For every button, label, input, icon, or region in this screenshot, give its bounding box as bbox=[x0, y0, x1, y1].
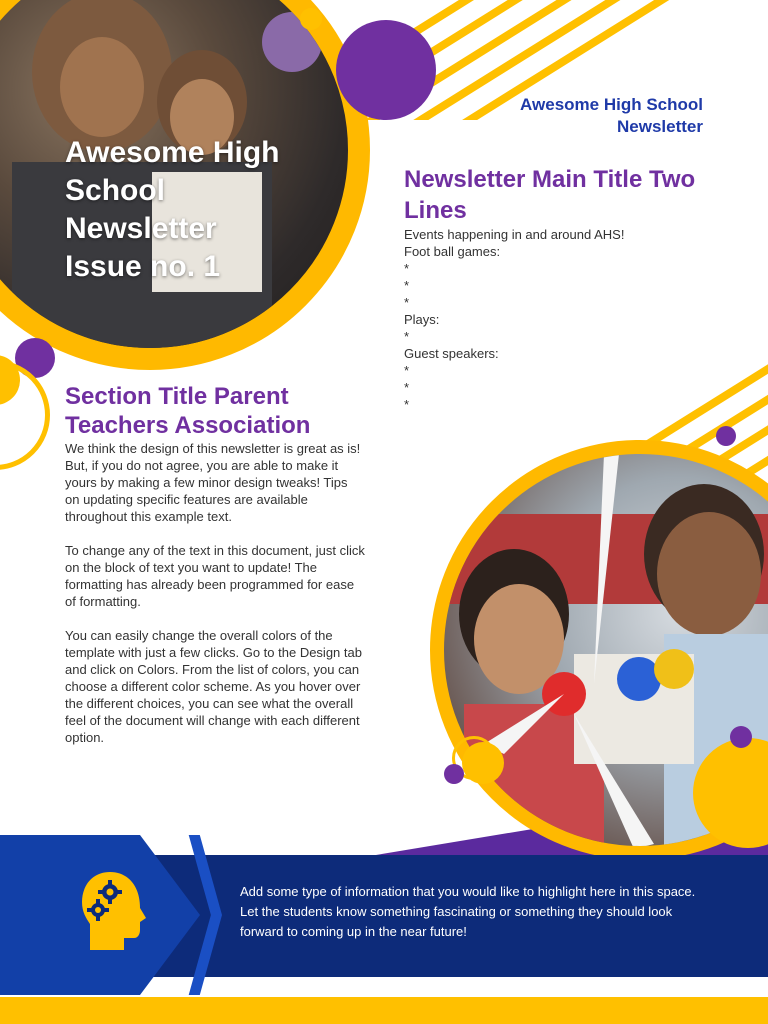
purple-dot-bottom-left bbox=[444, 764, 464, 784]
event-line: Events happening in and around AHS! bbox=[404, 227, 625, 242]
purple-dot-right-top bbox=[716, 426, 736, 446]
purple-dot-right-bottom bbox=[730, 726, 752, 748]
bottom-accent-bar bbox=[0, 997, 768, 1024]
section-paragraph: You can easily change the overall colors of the template with just a few clicks. Go to the Design tab and click on Colors. From the list of colors, you can choose a different color scheme. As you hover over the different choices, you can see what the overall feel of the document will change with each different option. bbox=[65, 628, 362, 745]
event-line: Plays: bbox=[404, 312, 440, 327]
event-line: * bbox=[404, 329, 410, 344]
masthead-line: Newsletter bbox=[617, 117, 703, 136]
cover-title bbox=[65, 134, 335, 286]
event-line: * bbox=[404, 397, 410, 412]
footer-highlight-text: Add some type of information that you would like to highlight here in this space. Let the students know something fascinating or something they should look forward to coming up in the near future! bbox=[240, 884, 696, 939]
event-line: * bbox=[404, 380, 410, 395]
cover-title-line: School bbox=[65, 174, 166, 207]
section-paragraph: To change any of the text in this document, just click on the block of text you want to update! The formatting has already been programmed for ease of formatting. bbox=[65, 543, 365, 609]
section-paragraph: We think the design of this newsletter is great as is! But, if you do not agree, you are able to make it yours by making a few minor design tweaks! Tips on updating specific features are available throughout this example text. bbox=[65, 441, 361, 524]
event-line: * bbox=[404, 278, 410, 293]
cover-title-line: Awesome High bbox=[65, 136, 280, 169]
section-title: Section Title Parent Teachers Association bbox=[65, 383, 311, 439]
head-gears-icon bbox=[80, 870, 146, 952]
event-line: Foot ball games: bbox=[404, 244, 501, 259]
masthead-line: Awesome High School bbox=[520, 95, 703, 114]
event-line: Guest speakers: bbox=[404, 346, 499, 361]
event-line: * bbox=[404, 295, 410, 310]
masthead bbox=[443, 94, 703, 138]
event-line: * bbox=[404, 261, 410, 276]
event-line: * bbox=[404, 363, 410, 378]
purple-dot-top-large bbox=[336, 20, 436, 120]
yellow-dot-top bbox=[300, 8, 322, 30]
section-body bbox=[65, 440, 365, 763]
cover-title-line: Issue no. 1 bbox=[65, 250, 221, 283]
main-article-title: Newsletter Main Title Two Lines bbox=[404, 166, 696, 224]
cover-title-line: Newsletter bbox=[65, 212, 217, 245]
